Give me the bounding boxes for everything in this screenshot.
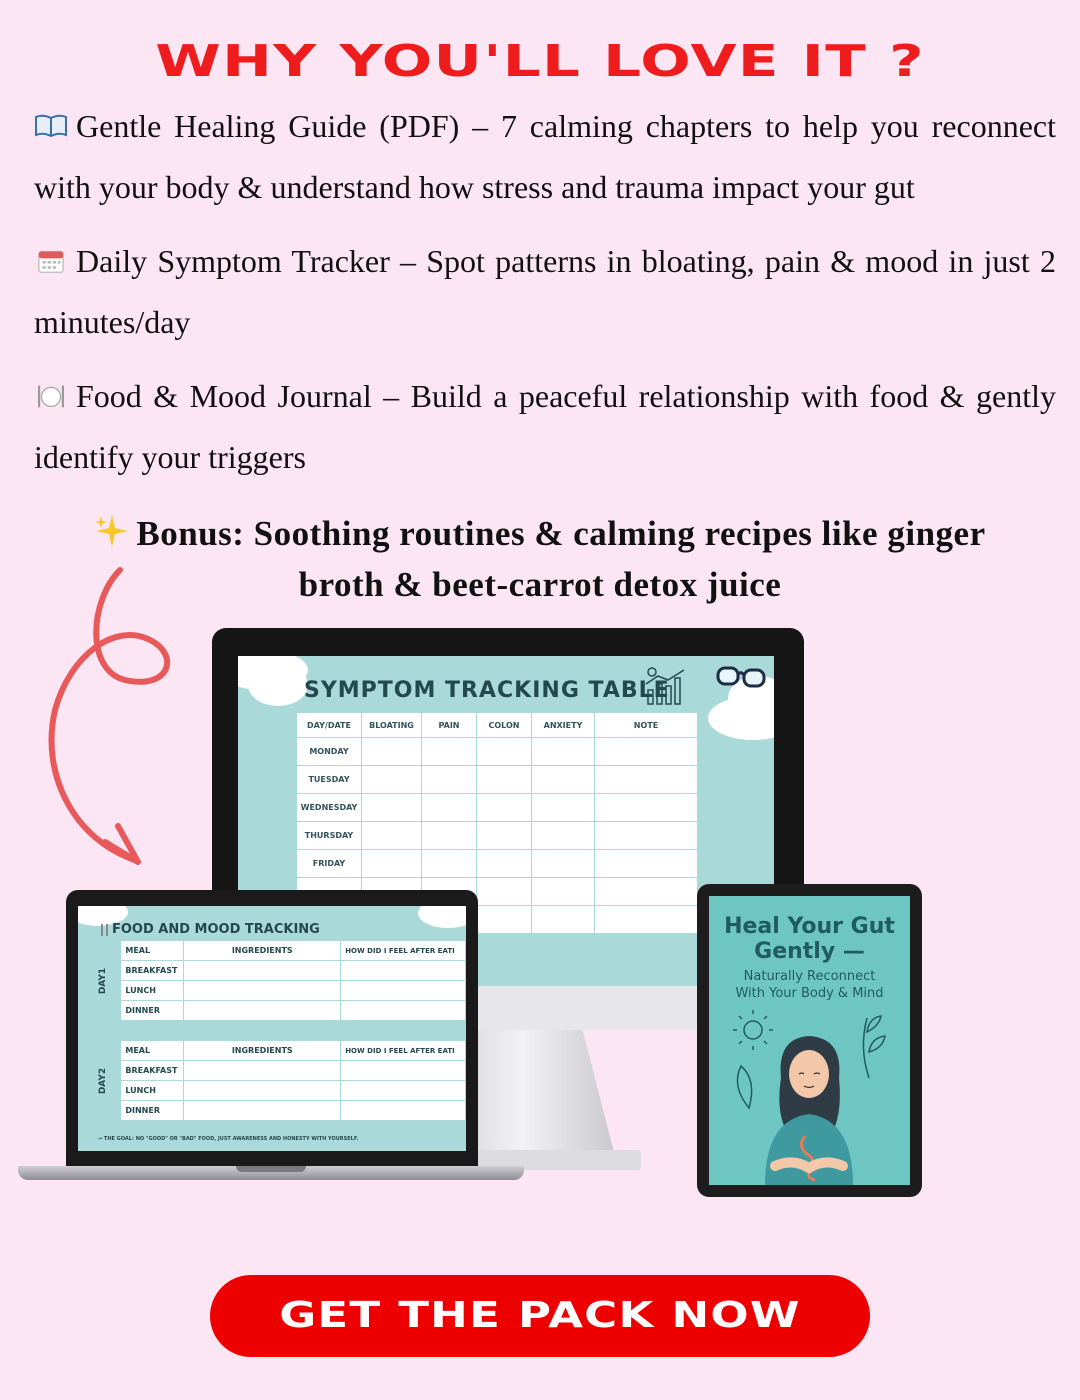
table-row (297, 794, 698, 822)
day-cell: WEDNESDAY (297, 794, 362, 822)
day-cell: FRIDAY (297, 850, 362, 878)
day-label-cell (86, 941, 121, 1021)
chart-location-icon (642, 666, 690, 706)
day-cell: TUESDAY (297, 766, 362, 794)
day-label: DAY1 (98, 967, 109, 994)
ebook-cover-screen (709, 896, 910, 1185)
meal-cell: LUNCH (121, 981, 184, 1001)
feature-text: Food & Mood Journal – Build a peaceful relationship with food & gently identify your triggers (34, 378, 1056, 475)
get-the-pack-button[interactable] (210, 1275, 870, 1357)
glasses-icon (714, 662, 770, 692)
table-row (86, 1001, 466, 1021)
day-label: DAY2 (98, 1067, 109, 1094)
tablet-mockup (697, 884, 922, 1197)
sparkles-icon (94, 513, 130, 549)
symptom-table-title: SYMPTOM TRACKING TABLE (304, 678, 670, 703)
headline (0, 36, 1080, 87)
feature-item (34, 231, 1056, 353)
food-column-header: INGREDIENTS (184, 1041, 341, 1061)
symptom-column-header: ANXIETY (532, 713, 595, 738)
symptom-column-header: BLOATING (362, 713, 422, 738)
table-row (297, 850, 698, 878)
symptom-column-header: DAY/DATE (297, 713, 362, 738)
day-label-cell (86, 1041, 121, 1121)
ebook-title (709, 914, 910, 964)
feature-item (34, 366, 1056, 488)
ebook-subtitle (709, 968, 910, 1002)
ebook-subtitle-line1: Naturally Reconnect (743, 969, 876, 984)
ebook-title-line2: Gently — (754, 939, 865, 964)
table-row (86, 1061, 466, 1081)
meal-cell: BREAKFAST (121, 1061, 184, 1081)
symptom-column-header: COLON (477, 713, 532, 738)
food-column-header: MEAL (121, 941, 184, 961)
meal-cell: BREAKFAST (121, 961, 184, 981)
food-table-day1 (86, 940, 466, 1021)
book-icon (34, 113, 68, 139)
table-row (86, 981, 466, 1001)
ebook-title-line1: Heal Your Gut (724, 914, 895, 939)
food-column-header: INGREDIENTS (184, 941, 341, 961)
calendar-icon (34, 248, 68, 274)
goal-note: → THE GOAL: NO "GOOD" OR "BAD" FOOD, JUST AWARENESS AND HONESTY WITH YOURSELF. (98, 1136, 359, 1142)
laptop-notch (236, 1166, 306, 1172)
day-cell: MONDAY (297, 738, 362, 766)
food-table-title: FOOD AND MOOD TRACKING (112, 922, 320, 937)
table-row (86, 1081, 466, 1101)
food-column-header: MEAL (121, 1041, 184, 1061)
food-column-header: HOW DID I FEEL AFTER EATI (341, 1041, 466, 1061)
feature-text: Gentle Healing Guide (PDF) – 7 calming chapters to help you reconnect with your body & understand how stress and trauma impact your gut (34, 108, 1056, 205)
table-row (297, 766, 698, 794)
cta-label: GET THE PACK NOW (279, 1295, 801, 1336)
food-column-header: HOW DID I FEEL AFTER EATI (341, 941, 466, 961)
symptom-column-header: NOTE (595, 713, 698, 738)
day-cell: THURSDAY (297, 822, 362, 850)
table-row (297, 822, 698, 850)
feature-list (34, 96, 1056, 501)
table-row (86, 1101, 466, 1121)
food-mood-screen (78, 906, 466, 1151)
symptom-column-header: PAIN (422, 713, 477, 738)
bonus-text: Bonus: Soothing routines & calming recipes like ginger broth & beet-carrot detox juice (136, 514, 986, 604)
meal-cell: DINNER (121, 1101, 184, 1121)
fork-knife-icon (100, 924, 110, 936)
curved-arrow-graphic (30, 560, 230, 890)
table-row (297, 738, 698, 766)
woman-illustration (709, 1008, 910, 1185)
meal-cell: LUNCH (121, 1081, 184, 1101)
feature-item (34, 96, 1056, 218)
meal-cell: DINNER (121, 1001, 184, 1021)
table-row (86, 961, 466, 981)
headline-text: WHY YOU'LL LOVE IT ? (155, 36, 925, 87)
food-table-day2 (86, 1040, 466, 1121)
fork-knife-plate-icon (34, 383, 68, 409)
laptop-mockup (66, 890, 478, 1168)
ebook-subtitle-line2: With Your Body & Mind (735, 986, 884, 1001)
feature-text: Daily Symptom Tracker – Spot patterns in bloating, pain & mood in just 2 minutes/day (34, 243, 1056, 340)
